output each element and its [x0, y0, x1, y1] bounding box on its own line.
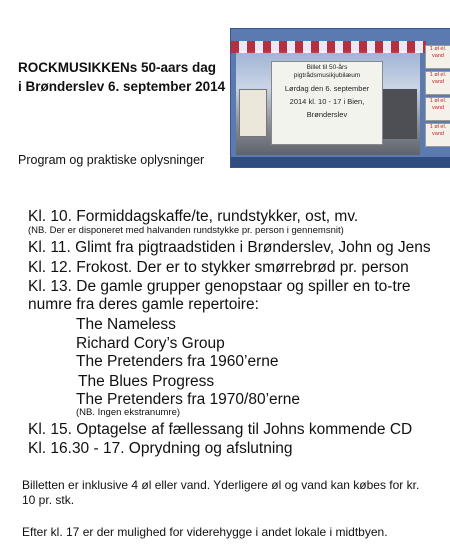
band-item: The Blues Progress [78, 373, 215, 390]
poster-graphic [239, 89, 267, 137]
event-title-line2: i Brønderslev 6. september 2014 [18, 79, 226, 94]
ticket-sign-line3: Lørdag den 6. september [284, 84, 370, 93]
drink-coupon: 1 øl el. vand [425, 45, 450, 69]
drinks-info: Billetten er inklusive 4 øl eller vand. Yderligere øl og vand kan købes for kr. 10 pr. stk. [22, 478, 420, 507]
ticket-image [230, 28, 450, 168]
flag-bunting [231, 41, 426, 53]
band-item: The Pretenders fra 1970/80’erne [76, 391, 301, 408]
program-kl13-line2: numre fra deres gamle repertoire: [28, 296, 259, 313]
drink-coupon: 1 øl el. vand [425, 123, 450, 147]
program-kl10-note: (NB. Der er disponeret med halvanden rundstykke pr. person i gennemsnit) [28, 225, 344, 236]
program-kl15: Kl. 15. Optagelse af fællessang til Johns kommende CD [28, 421, 413, 438]
program-subtitle: Program og praktiske oplysninger [18, 153, 205, 167]
band-item: The Nameless [76, 316, 176, 333]
after-party-info: Efter kl. 17 er der mulighed for viderehygge i andet lokale i midtbyen. [22, 525, 388, 539]
program-kl1630: Kl. 16.30 - 17. Oprydning og afslutning [28, 440, 293, 457]
event-title-line1: ROCKMUSIKKENs 50-aars dag [18, 60, 217, 75]
band-item: The Pretenders fra 1960’erne [76, 353, 279, 370]
drink-coupon: 1 øl el. vand [425, 97, 450, 121]
band-item: Richard Cory’s Group [76, 335, 225, 352]
ticket-sign-line2: pigtrådsmusikjubilæum [293, 72, 361, 79]
ticket-sign-line1: Billet til 50-års [306, 64, 348, 71]
ticket-sign-line5: Brønderslev [306, 110, 348, 119]
ticket-footer-strip [231, 157, 450, 167]
ticket-sign-line4: 2014 kl. 10 - 17 i Bien, [289, 97, 365, 106]
program-kl13-line1: Kl. 13. De gamle grupper genopstaar og spiller en to-tre [28, 278, 411, 295]
program-kl11: Kl. 11. Glimt fra pigtraadstiden i Brønderslev, John og Jens [28, 239, 431, 256]
crowd-graphic [381, 89, 417, 139]
program-kl12: Kl. 12. Frokost. Der er to stykker smørrebrød pr. person [28, 259, 409, 276]
ticket-sign [271, 61, 383, 145]
drink-coupon: 1 øl el. vand [425, 71, 450, 95]
program-kl10: Kl. 10. Formiddagskaffe/te, rundstykker, ost, mv. [28, 208, 359, 225]
bands-note: (NB. Ingen ekstranumre) [76, 407, 181, 418]
